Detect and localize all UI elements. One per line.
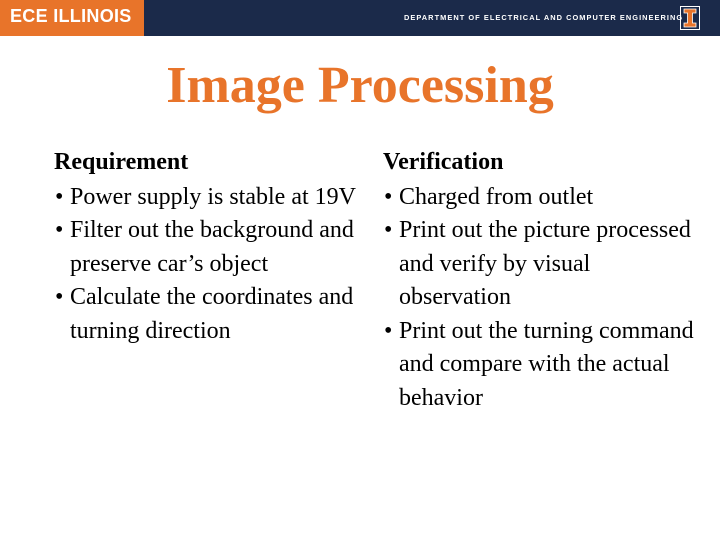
bullet-icon: • (384, 217, 393, 243)
verification-column (383, 146, 703, 415)
brand-block (0, 0, 144, 36)
bullet-icon: • (55, 284, 64, 310)
verification-list (383, 181, 703, 416)
bullet-icon: • (384, 317, 393, 344)
bullet-icon: • (55, 183, 64, 210)
requirement-item-text: Filter out the background and preserve car’s object (70, 217, 354, 277)
verification-item-text: Print out the turning command and compare with the actual behavior (399, 317, 694, 411)
requirement-column (54, 146, 360, 348)
requirement-item-text: Power supply is stable at 19V (70, 183, 356, 210)
requirement-list (54, 181, 360, 349)
requirement-item (54, 181, 360, 215)
verification-item-text: Charged from outlet (399, 183, 594, 210)
bullet-icon: • (55, 217, 64, 243)
requirement-item (54, 281, 360, 348)
verification-item (383, 181, 703, 215)
requirement-item (54, 214, 360, 281)
slide-title: Image Processing (166, 57, 554, 114)
requirement-heading: Requirement (54, 149, 189, 175)
requirement-item-text: Calculate the coordinates and turning direction (70, 284, 354, 344)
verification-item (383, 214, 703, 315)
verification-heading: Verification (383, 149, 504, 175)
header-bar (0, 0, 720, 36)
bullet-icon: • (384, 183, 393, 210)
block-i-icon (680, 6, 700, 30)
verification-item (383, 315, 703, 416)
verification-item-text: Print out the picture processed and verify by visual observation (399, 217, 691, 310)
brand-logo-text: ECE ILLINOIS (10, 6, 132, 26)
department-name: DEPARTMENT OF ELECTRICAL AND COMPUTER ENGINEERING (404, 13, 684, 22)
